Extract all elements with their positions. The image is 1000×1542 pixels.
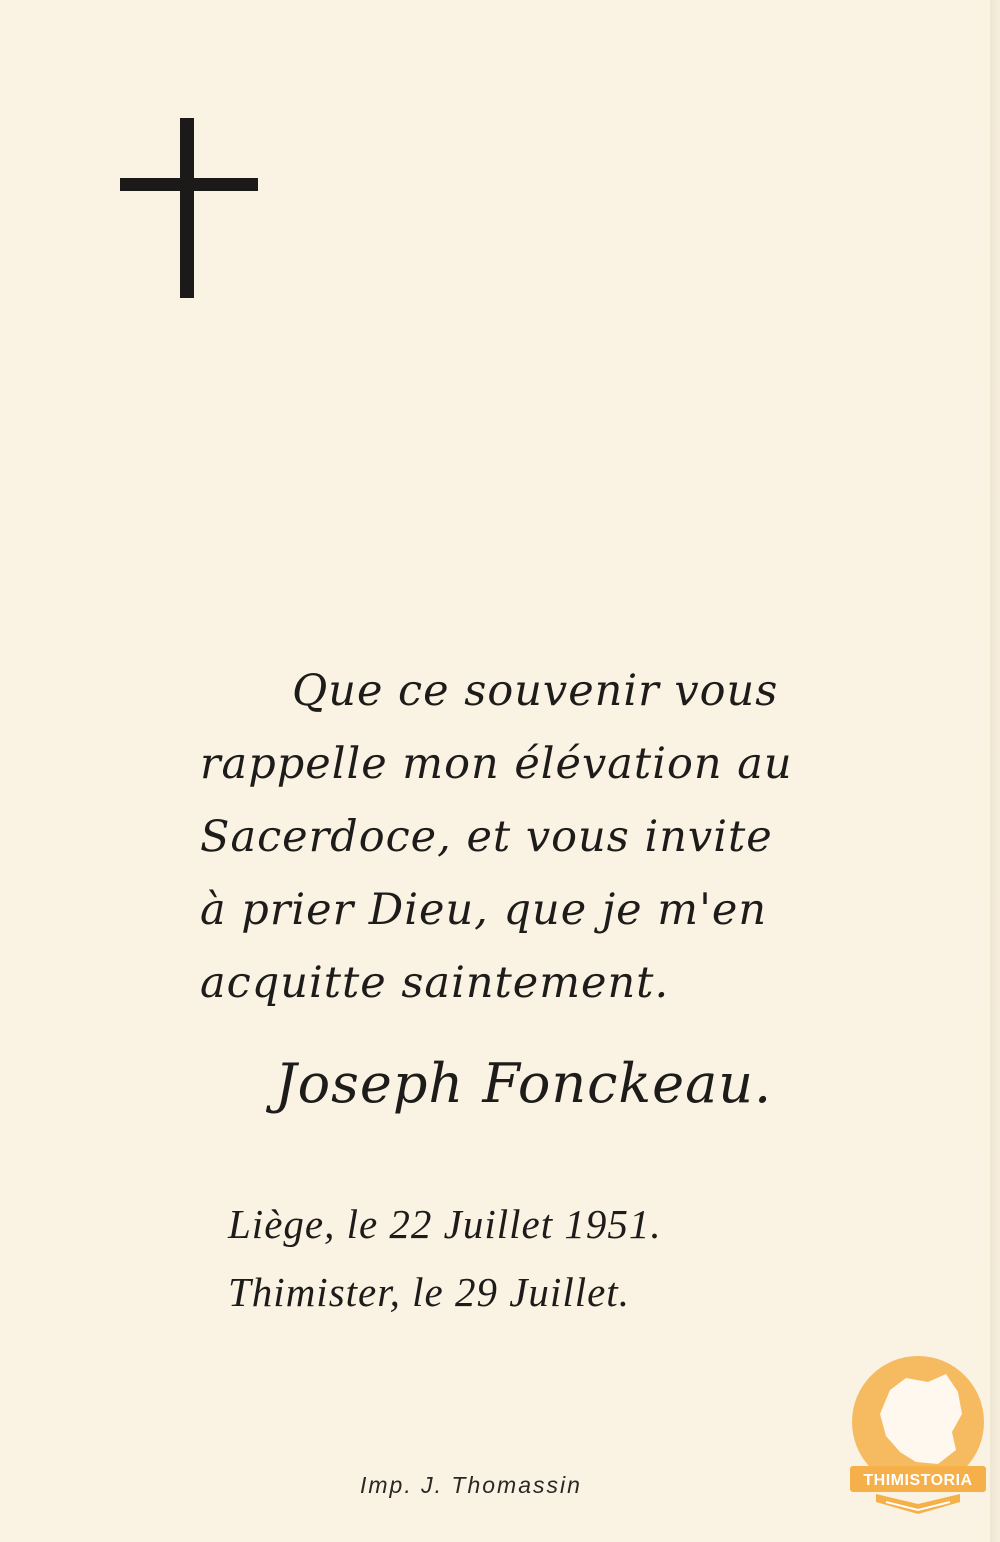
verse-line: acquitte saintement. [200,958,670,1008]
verse-line: rappelle mon élévation au [200,739,793,789]
date-thimister: Thimister, le 29 Juillet. [228,1269,630,1315]
verse-line: Que ce souvenir vous [292,666,779,716]
printer-imprint: Imp. J. Thomassin [360,1472,582,1498]
thimistoria-logo-icon [846,1352,990,1532]
watermark-text: THIMISTORIA [863,1472,973,1489]
ordination-dates [228,1190,662,1326]
verse-text [200,655,793,1020]
thimistoria-logo [846,1352,990,1532]
verse-line: à prier Dieu, que je m'en [200,885,768,935]
cross-icon [120,118,258,298]
signature-name: Joseph Fonckeau. [275,1052,773,1115]
date-liege: Liège, le 22 Juillet 1951. [228,1201,662,1247]
verse-line: Sacerdoce, et vous invite [200,812,773,862]
card-edge [990,0,1000,1542]
